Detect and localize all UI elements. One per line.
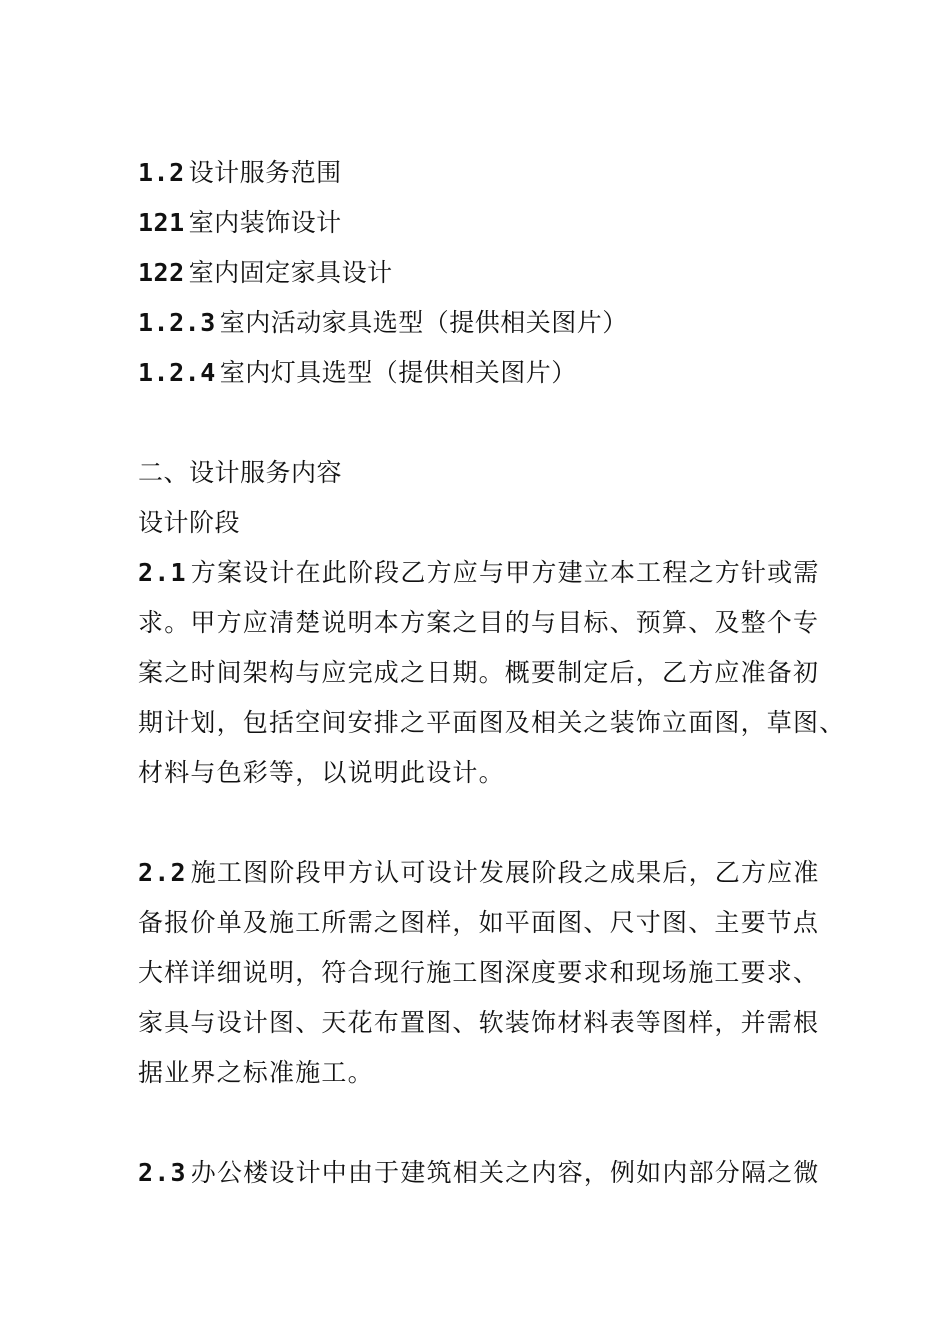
section-number: 1.2: [138, 158, 185, 187]
paragraph-line: 案之时间架构与应完成之日期。概要制定后，乙方应准备初: [138, 658, 820, 687]
document-page: [138, 148, 846, 1198]
section-heading-1-2: [138, 148, 828, 198]
paragraph-line: 求。甲方应清楚说明本方案之目的与目标、预算、及整个专: [138, 608, 820, 637]
item-text: 室内固定家具设计: [188, 258, 393, 287]
paragraph-number: 2.1: [138, 558, 187, 587]
paragraph-line: 期计划，包括空间安排之平面图及相关之装饰立面图，草图、: [138, 708, 846, 737]
item-number: 121: [138, 208, 185, 237]
spacer: [138, 398, 828, 448]
list-item: [138, 248, 828, 298]
item-number: 1.2.3: [138, 308, 216, 337]
paragraph-line: 据业界之标准施工。: [138, 1058, 374, 1087]
paragraph-line: [138, 548, 828, 598]
paragraph-text: 方案设计在此阶段乙方应与甲方建立本工程之方针或需: [190, 558, 820, 587]
item-text: 室内灯具选型（提供相关图片）: [219, 358, 577, 387]
paragraph-line: 家具与设计图、天花布置图、软装饰材料表等图样，并需根: [138, 1008, 820, 1037]
list-item: [138, 298, 828, 348]
section-heading-2: 二、设计服务内容: [138, 458, 343, 487]
paragraph-line: 备报价单及施工所需之图样，如平面图、尺寸图、主要节点: [138, 908, 820, 937]
subsection-heading: 设计阶段: [138, 508, 241, 537]
paragraph-number: 2.2: [138, 858, 187, 887]
list-item: [138, 198, 828, 248]
paragraph-2-2: [138, 848, 828, 1098]
paragraph-line: 材料与色彩等，以说明此设计。: [138, 758, 505, 787]
spacer: [138, 1098, 828, 1148]
paragraph-text: 施工图阶段甲方认可设计发展阶段之成果后，乙方应准: [190, 858, 820, 887]
paragraph-line: [138, 848, 828, 898]
paragraph-2-3: [138, 1148, 828, 1198]
paragraph-2-1: [138, 548, 846, 798]
spacer: [138, 798, 828, 848]
section-title: 设计服务范围: [188, 158, 342, 187]
list-item: [138, 348, 828, 398]
item-text: 室内活动家具选型（提供相关图片）: [219, 308, 628, 337]
paragraph-line: [138, 1148, 828, 1198]
item-number: 1.2.4: [138, 358, 216, 387]
paragraph-line: 大样详细说明，符合现行施工图深度要求和现场施工要求、: [138, 958, 820, 987]
paragraph-text: 办公楼设计中由于建筑相关之内容，例如内部分隔之微: [190, 1158, 820, 1187]
item-text: 室内装饰设计: [188, 208, 342, 237]
item-number: 122: [138, 258, 185, 287]
paragraph-number: 2.3: [138, 1158, 187, 1187]
